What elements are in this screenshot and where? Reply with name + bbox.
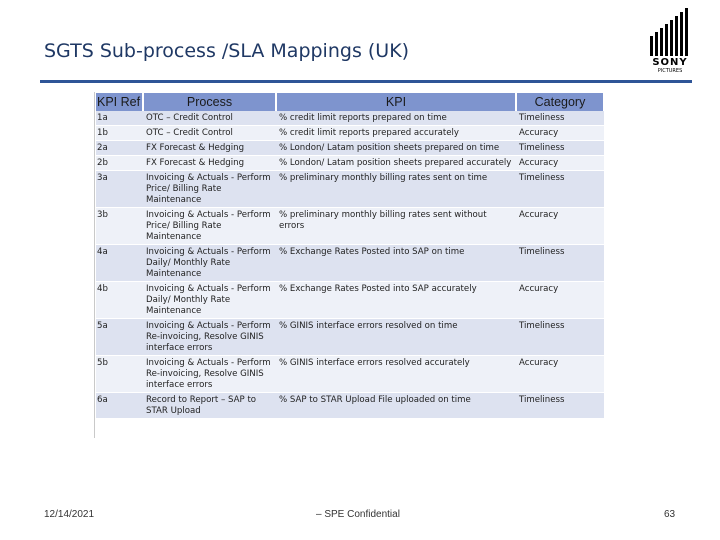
table-row (96, 156, 604, 171)
process-cell: Invoicing & Actuals - Perform Price/ Billing Rate Maintenance (143, 171, 276, 208)
kpi-cell: % London/ Latam position sheets prepared on time (276, 141, 516, 156)
category-cell: Accuracy (516, 282, 604, 319)
logo-subtext: PICTURES (657, 68, 683, 74)
kpi-ref-cell: 6a (96, 393, 143, 419)
category-cell: Accuracy (516, 126, 604, 141)
category-cell: Accuracy (516, 208, 604, 245)
kpi-ref-cell: 4b (96, 282, 143, 319)
category-cell: Accuracy (516, 156, 604, 171)
kpi-ref-cell: 5a (96, 319, 143, 356)
process-cell: Record to Report – SAP to STAR Upload (143, 393, 276, 419)
kpi-ref-cell: 1a (96, 111, 143, 126)
kpi-cell: % GINIS interface errors resolved on time (276, 319, 516, 356)
category-cell: Timeliness (516, 319, 604, 356)
table-row (96, 141, 604, 156)
logo-wordmark: SONY (652, 57, 688, 68)
process-cell: Invoicing & Actuals - Perform Re-invoicing, Resolve GINIS interface errors (143, 319, 276, 356)
table-row (96, 171, 604, 208)
kpi-cell: % SAP to STAR Upload File uploaded on time (276, 393, 516, 419)
kpi-ref-cell: 3a (96, 171, 143, 208)
kpi-cell: % preliminary monthly billing rates sent on time (276, 171, 516, 208)
process-cell: OTC – Credit Control (143, 111, 276, 126)
process-cell: Invoicing & Actuals - Perform Price/ Billing Rate Maintenance (143, 208, 276, 245)
table-row (96, 208, 604, 245)
kpi-mapping-table (96, 93, 605, 419)
table-row (96, 245, 604, 282)
table-row (96, 393, 604, 419)
header-kpi-ref: KPI Ref (96, 93, 143, 111)
kpi-cell: % preliminary monthly billing rates sent without errors (276, 208, 516, 245)
kpi-cell: % Exchange Rates Posted into SAP accurately (276, 282, 516, 319)
process-cell: FX Forecast & Hedging (143, 156, 276, 171)
category-cell: Timeliness (516, 171, 604, 208)
process-cell: Invoicing & Actuals - Perform Daily/ Monthly Rate Maintenance (143, 282, 276, 319)
kpi-ref-cell: 5b (96, 356, 143, 393)
process-cell: Invoicing & Actuals - Perform Daily/ Monthly Rate Maintenance (143, 245, 276, 282)
footer-date: 12/14/2021 (44, 509, 95, 520)
kpi-cell: % Exchange Rates Posted into SAP on time (276, 245, 516, 282)
category-cell: Timeliness (516, 141, 604, 156)
category-cell: Accuracy (516, 356, 604, 393)
sony-pictures-logo (646, 6, 694, 78)
kpi-cell: % credit limit reports prepared accurately (276, 126, 516, 141)
table-row (96, 126, 604, 141)
table-header-row (96, 93, 604, 111)
table-row (96, 111, 604, 126)
table-left-border (94, 92, 95, 438)
header-process: Process (143, 93, 276, 111)
kpi-ref-cell: 3b (96, 208, 143, 245)
slide-title: SGTS Sub-process /SLA Mappings (UK) (44, 40, 410, 62)
table-row (96, 282, 604, 319)
header-category: Category (516, 93, 604, 111)
kpi-ref-cell: 4a (96, 245, 143, 282)
title-divider (40, 80, 692, 83)
kpi-ref-cell: 1b (96, 126, 143, 141)
kpi-cell: % London/ Latam position sheets prepared accurately (276, 156, 516, 171)
process-cell: FX Forecast & Hedging (143, 141, 276, 156)
kpi-cell: % credit limit reports prepared on time (276, 111, 516, 126)
kpi-cell: % GINIS interface errors resolved accurately (276, 356, 516, 393)
kpi-ref-cell: 2b (96, 156, 143, 171)
table-row (96, 319, 604, 356)
category-cell: Timeliness (516, 111, 604, 126)
process-cell: OTC – Credit Control (143, 126, 276, 141)
category-cell: Timeliness (516, 393, 604, 419)
page-number: 63 (664, 509, 676, 520)
footer-confidential: – SPE Confidential (316, 509, 400, 520)
logo-stripes-icon (648, 6, 692, 56)
table-row (96, 356, 604, 393)
kpi-ref-cell: 2a (96, 141, 143, 156)
header-kpi: KPI (276, 93, 516, 111)
category-cell: Timeliness (516, 245, 604, 282)
process-cell: Invoicing & Actuals - Perform Re-invoicing, Resolve GINIS interface errors (143, 356, 276, 393)
